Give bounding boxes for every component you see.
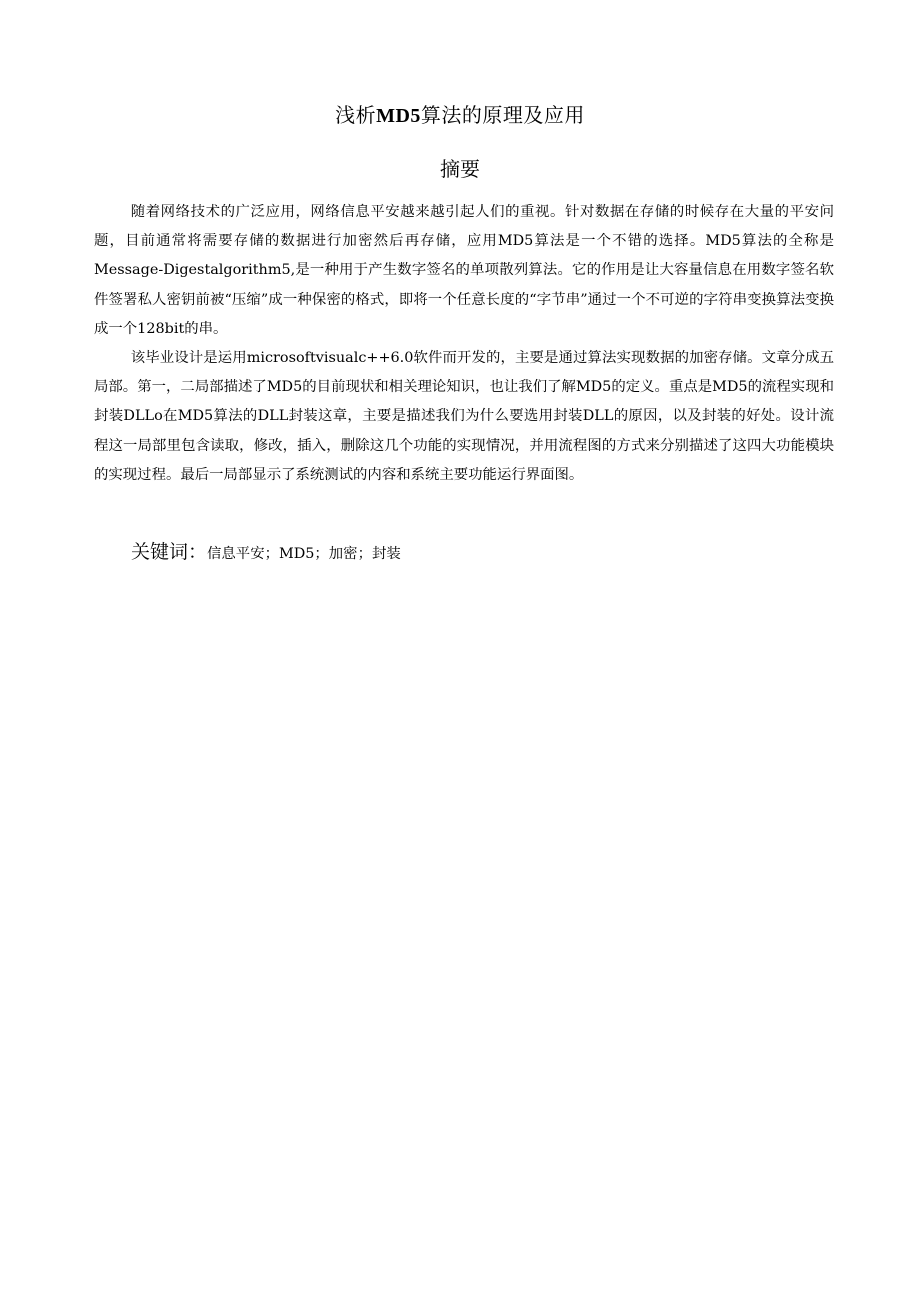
keywords-label: 关键词： — [131, 541, 208, 563]
document-title — [0, 100, 920, 131]
keywords-value: 信息平安；MD5；加密；封装 — [207, 546, 401, 562]
keywords-line — [131, 537, 831, 569]
abstract-paragraph-2: 该毕业设计是运用microsoftvisualc++6.0软件而开发的，主要是通过算法实现数据的加密存储。文章分成五局部。第一，二局部描述了MD5的目前现状和相关理论知识，也让我们了解MD5的定义。重点是MD5的流程实现和封装DLLo在MD5算法的DLL封装这章，主要是描述我们为什么要选用封装DLL的原因，以及封装的好处。设计流程这一局部里包含读取，修改，插入，删除这几个功能的实现情况，并用流程图的方式来分别描述了这四大功能模块的实现过程。最后一局部显示了系统测试的内容和系统主要功能运行界面图。 — [94, 350, 834, 483]
abstract-body — [94, 198, 834, 490]
title-prefix: 浅析 — [335, 103, 377, 127]
abstract-heading: 摘要 — [440, 157, 480, 181]
title-suffix: 算法的原理及应用 — [420, 103, 585, 127]
title-bold: MD5 — [376, 105, 421, 127]
abstract-paragraph-1: 随着网络技术的广泛应用，网络信息平安越来越引起人们的重视。针对数据在存储的时候存在大量的平安问题，目前通常将需要存储的数据进行加密然后再存储，应用MD5算法是一个不错的选择。MD5算法的全称是Message-Digestalgorithm5,是一种用于产生数字签名的单项散列算法。它的作用是让大容量信息在用数字签名软件签署私人密钥前被“压缩”成一种保密的格式，即将一个任意长度的“字节串”通过一个不可逆的字符串变换算法变换成一个128bit的串。 — [94, 204, 834, 337]
